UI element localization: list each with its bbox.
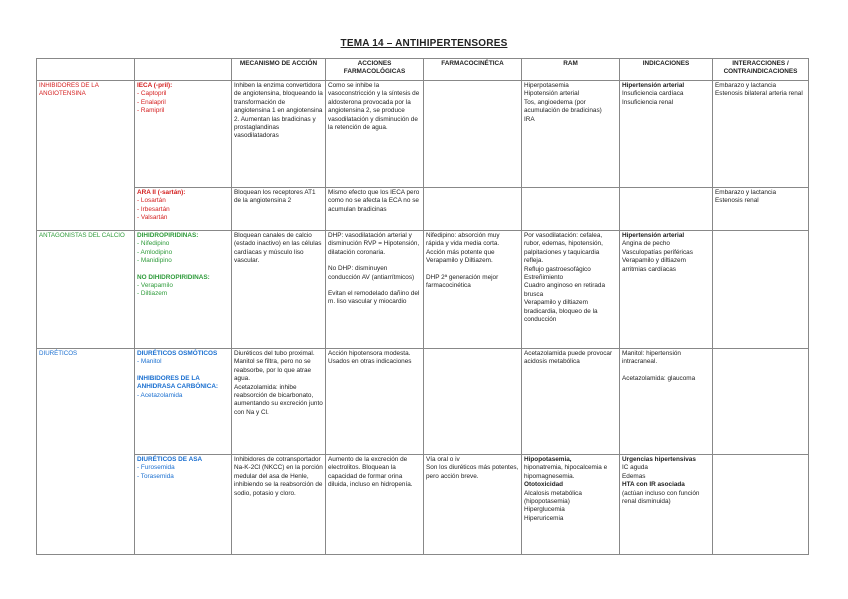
header-farmacocinetica: FARMACOCINÉTICA (424, 59, 522, 81)
group-asa: DIURÉTICOS DE ASA (137, 456, 203, 463)
spacer (137, 367, 229, 375)
mecanismo-araii: Bloquean los receptores AT1 de la angiotensina 2 (232, 188, 326, 231)
group-dhp: DIHIDROPIRIDINAS: (137, 232, 199, 239)
family-calcio: ANTAGONISTAS DEL CALCIO (37, 231, 135, 349)
drug-cell-osmoticos (135, 349, 232, 455)
farma-calcio-nifedipino: Nifedipino: absorción muy rápida y vida media corta. Acción más potente que Verapamilo y Diltiazem. (426, 232, 500, 265)
spacer (328, 257, 421, 265)
table-row-araii (37, 188, 809, 231)
header-interacciones: INTERACCIONES / CONTRAINDICACIONES (713, 59, 809, 81)
page-title: TEMA 14 – ANTIHIPERTENSORES (340, 38, 508, 49)
table-row-calcio (37, 231, 809, 349)
mecanismo-calcio: Bloquean canales de calcio (estado inactivo) en las células cardíacas y músculo liso vascular. (232, 231, 326, 349)
drug-captopril: - Captopril (137, 90, 167, 98)
header-family (37, 59, 135, 81)
header-mecanismo: MECANISMO DE ACCIÓN (232, 59, 326, 81)
ind-asa-urgencias: Urgencias hipertensivas (622, 456, 696, 463)
acciones-ieca: Como se inhibe la vasoconstricción y la síntesis de aldosterona provocada por la angiotensina 2, se produce vasodilatación y disminución de la retención de agua. (326, 81, 424, 188)
drug-cell-asa (135, 455, 232, 555)
drug-valsartan: - Valsartán (137, 214, 168, 222)
drug-manidipino: - Manidipino (137, 257, 172, 265)
acciones-araii: Mismo efecto que los IECA pero como no se afecta la ECA no se acumulan bradicinas (326, 188, 424, 231)
antihypertensive-table (36, 58, 809, 555)
ind-calcio (620, 231, 713, 349)
acciones-osmoticos: Acción hipotensora modesta. Usados en otras indicaciones (326, 349, 424, 455)
acciones-calcio-remodelado: Evitan el remodelado dañino del m. liso vascular y miocardio (328, 290, 420, 306)
farma-calcio (424, 231, 522, 349)
acciones-calcio-nodhp: No DHP: disminuyen conducción AV (antiarrítmicos) (328, 265, 415, 281)
farma-calcio-dhp2: DHP 2ª generación mejor farmacocinética (426, 273, 499, 290)
drug-acetazolamida: - Acetazolamida (137, 391, 183, 399)
inter-ieca: Embarazo y lactancia Estenosis bilateral arteria renal (713, 81, 809, 188)
ram-calcio: Por vasodilatación: cefalea, rubor, edemas, hipotensión, palpitaciones y taquicardia refleja. Reflujo gastroesofágico Estreñimiento Cuadro anginoso en retirada brusca Verapamilo y diltiazem bradicardia, bloqueo de la conducción (522, 231, 620, 349)
ind-ieca-rest: Insuficiencia cardíaca Insuficiencia renal (622, 90, 684, 106)
spacer (137, 266, 229, 274)
ram-asa-otros: Alcalosis metabólica (hipopotasemia) Hiperglucemia Hiperuricemia (524, 489, 582, 522)
drug-enalapril: - Enalapril (137, 98, 166, 106)
ram-araii (522, 188, 620, 231)
spacer (622, 367, 710, 375)
farma-osmoticos (424, 349, 522, 455)
header-indicaciones: INDICACIONES (620, 59, 713, 81)
family-renina: INHIBIDORES DE LA ANGIOTENSINA (37, 81, 135, 231)
ind-osmoticos-acetazolamida: Acetazolamida: glaucoma (622, 374, 696, 382)
acciones-asa: Aumento de la excreción de electrolitos. Bloquean la capacidad de formar orina diluida, incluso en hidropenía. (326, 455, 424, 555)
drug-nifedipino: - Nifedipino (137, 240, 170, 248)
ram-ieca: Hiperpotasemia Hipotensión arterial Tos, angioedema (por acumulación de bradicinas) IRA (522, 81, 620, 188)
farma-araii (424, 188, 522, 231)
inter-araii: Embarazo y lactancia Estenosis renal (713, 188, 809, 231)
acciones-calcio-dhp: DHP: vasodilatación arterial y disminución RVP = Hipotensión, dilatación coronaria. (328, 232, 420, 256)
group-osmoticos: DIURÉTICOS OSMÓTICOS (137, 350, 218, 357)
mecanismo-osmoticos: Diuréticos del tubo proximal. Manitol se filtra, pero no se reabsorbe, por lo que atrae agua. Acetazolamida: inhibe reabsorción de bicarbonato, aumentando su excreción junto con Na y Cl. (232, 349, 326, 455)
ind-ieca (620, 81, 713, 188)
mecanismo-asa: Inhibidores de cotransportador Na-K-2Cl (NKCC) en la porción medular del asa de Henle, inhibiendo se la reabsorción de sodio, potasio y cloro. (232, 455, 326, 555)
drug-cell-calcio (135, 231, 232, 349)
farma-asa: Vía oral o iv Son los diuréticos más potentes, pero acción breve. (424, 455, 522, 555)
group-araii: ARA II (-sartán): (137, 189, 186, 196)
ind-osmoticos-manitol: Manitol: hipertensión intracraneal. (622, 350, 681, 366)
drug-losartan: - Losartán (137, 197, 166, 205)
farma-ieca (424, 81, 522, 188)
ind-asa (620, 455, 713, 555)
drug-furosemida: - Furosemida (137, 464, 175, 472)
ram-osmoticos: Acetazolamida puede provocar acidosis metabólica (522, 349, 620, 455)
drug-ramipril: - Ramipril (137, 107, 165, 115)
table-row-osmoticos (37, 349, 809, 455)
drug-diltiazem: - Diltiazem (137, 290, 168, 298)
drug-amlodipino: - Amlodipino (137, 248, 173, 256)
header-acciones: ACCIONES FARMACOLÓGICAS (326, 59, 424, 81)
drug-manitol: - Manitol (137, 358, 162, 366)
table-row-asa (37, 455, 809, 555)
family-diureticos: DIURÉTICOS (37, 349, 135, 555)
ram-asa (522, 455, 620, 555)
inter-asa (713, 455, 809, 555)
drug-cell-araii (135, 188, 232, 231)
drug-verapamilo: - Verapamilo (137, 282, 173, 290)
drug-cell-ieca (135, 81, 232, 188)
mecanismo-ieca: Inhiben la enzima convertidora de angiotensina, bloqueando la transformación de angiotensina 1 en angiotensina 2. Aumentan las bradicinas y prostaglandinas vasodilatadoras (232, 81, 326, 188)
ind-asa-nota: (actúan incluso con función renal disminuida) (622, 489, 700, 506)
inter-calcio (713, 231, 809, 349)
ind-ieca-bold: Hipertensión arterial (622, 82, 685, 89)
ind-araii (620, 188, 713, 231)
group-ieca: IECA (-pril): (137, 82, 173, 89)
spacer (426, 266, 519, 274)
ram-asa-ototoxicidad: Ototoxicidad (524, 481, 564, 489)
table-row-ieca (37, 81, 809, 188)
ind-asa-hta-ir: HTA con IR asociada (622, 481, 685, 489)
group-no-dhp: NO DIHIDROPIRIDINAS: (137, 273, 210, 281)
ram-asa-electrolitos: hiponatremia, hipocalcemia e hipomagnesemia. (524, 464, 608, 480)
inter-osmoticos (713, 349, 809, 455)
header-ram: RAM (522, 59, 620, 81)
drug-irbesartan: - Irbesartán (137, 205, 170, 213)
header-row (37, 59, 809, 81)
ram-asa-hipopotasemia: Hipopotasemia, (524, 456, 572, 463)
acciones-calcio (326, 231, 424, 349)
ind-asa-ic: IC aguda Edemas (622, 464, 648, 480)
ind-calcio-bold: Hipertensión arterial (622, 232, 685, 239)
ind-calcio-rest: Angina de pecho Vasculopatías periféricas Verapamilo y diltiazem arritmias cardíacas (622, 240, 693, 273)
group-anhidrasa: INHIBIDORES DE LA ANHIDRASA CARBÓNICA: (137, 374, 219, 391)
drug-torasemida: - Torasemida (137, 472, 174, 480)
ind-osmoticos (620, 349, 713, 455)
header-drug (135, 59, 232, 81)
spacer (328, 282, 421, 290)
